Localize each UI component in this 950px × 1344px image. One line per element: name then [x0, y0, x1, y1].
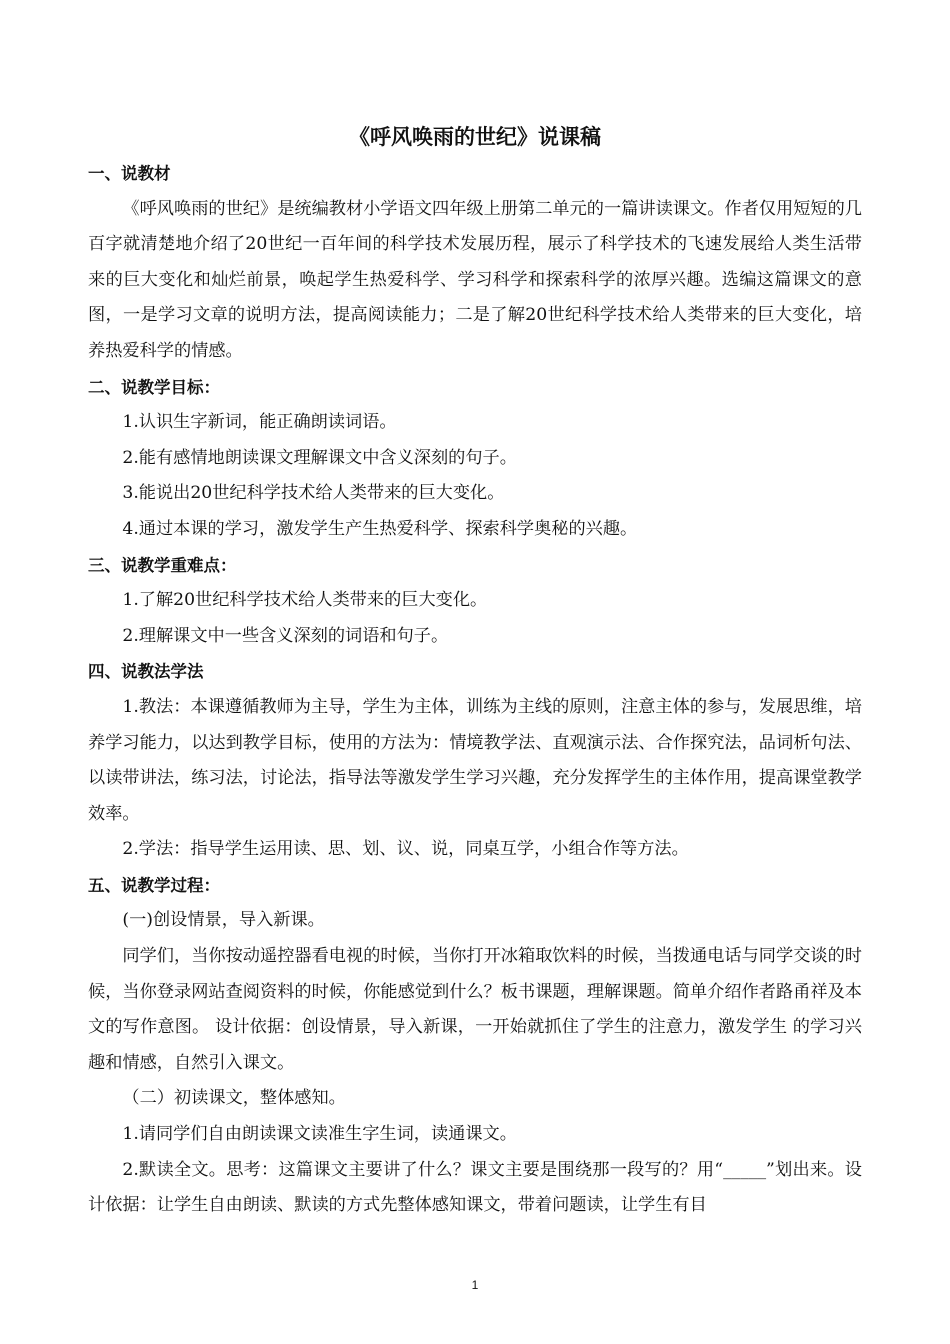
paragraph: 同学们，当你按动遥控器看电视的时候，当你打开冰箱取饮料的时候，当拨通电话与同学交谈的时候，当你登录网站查阅资料的时候，你能感觉到什么？板书课题，理解课题。简单介绍作者路甬祥及本文的写作意图。 设计依据：创设情景，导入新课，一开始就抓住了学生的注意力，激发学生 的学习兴趣和情感，自然引入课文。 — [88, 946, 862, 1073]
paragraph: 1.教法：本课遵循教师为主导，学生为主体，训练为主线的原则，注意主体的参与，发展思维，培养学习能力，以达到教学目标，使用的方法为：情境教学法、直观演示法、合作探究法，品词析句法、以读带讲法，练习法，讨论法，指导法等激发学生学习兴趣，充分发挥学生的主体作用，提高课堂教学效率。 — [88, 696, 862, 824]
paragraph: 1.请同学们自由朗读课文读准生字生词，读通课文。 — [122, 1124, 517, 1145]
paragraph: 《呼风唤雨的世纪》是统编教材小学语文四年级上册第二单元的一篇讲读课文。作者仅用短短的几百字就清楚地介绍了20世纪一百年间的科学技术发展历程，展示了科学技术的飞速发展给人类生活带来的巨大变化和灿烂前景，唤起学生热爱科学、学习科学和探索科学的浓厚兴趣。选编这篇课文的意图，一是学习文章的说明方法，提高阅读能力；二是了解20世纪科学技术给人类带来的巨大变化，培养热爱科学的情感。 — [88, 198, 862, 361]
document-title: 《呼风唤雨的世纪》说课稿 — [349, 125, 601, 149]
document-body — [88, 156, 862, 1224]
list-item: 3.能说出20世纪科学技术给人类带来的巨大变化。 — [122, 483, 505, 504]
list-item: 2.能有感情地朗读课文理解课文中含义深刻的句子。 — [122, 447, 517, 468]
paragraph: 2.默读全文。思考：这篇课文主要讲了什么？课文主要是围绕那一段写的？用“_____”划出来。设计依据：让学生自由朗读、默读的方式先整体感知课文，带着问题读，让学生有目 — [88, 1159, 862, 1216]
section-heading: 四、说教法学法 — [88, 662, 204, 682]
section-heading: 五、说教学过程： — [88, 875, 220, 895]
subheading: （二）初读课文，整体感知。 — [122, 1088, 346, 1109]
section-heading: 一、说教材 — [88, 164, 171, 183]
list-item: 1.认识生字新词，能正确朗读词语。 — [122, 412, 397, 433]
list-item: 1.了解20世纪科学技术给人类带来的巨大变化。 — [122, 590, 488, 611]
list-item: 2.理解课文中一些含义深刻的词语和句子。 — [122, 625, 449, 646]
section-heading: 二、说教学目标： — [88, 377, 220, 397]
page-number: 1 — [471, 1278, 479, 1292]
section-heading: 三、说教学重难点： — [88, 555, 237, 575]
list-item: 4.通过本课的学习，激发学生产生热爱科学、探索科学奥秘的兴趣。 — [122, 518, 638, 539]
paragraph: 2.学法：指导学生运用读、思、划、议、说，同桌互学，小组合作等方法。 — [122, 839, 689, 860]
subheading: (一)创设情景，导入新课。 — [122, 910, 325, 931]
